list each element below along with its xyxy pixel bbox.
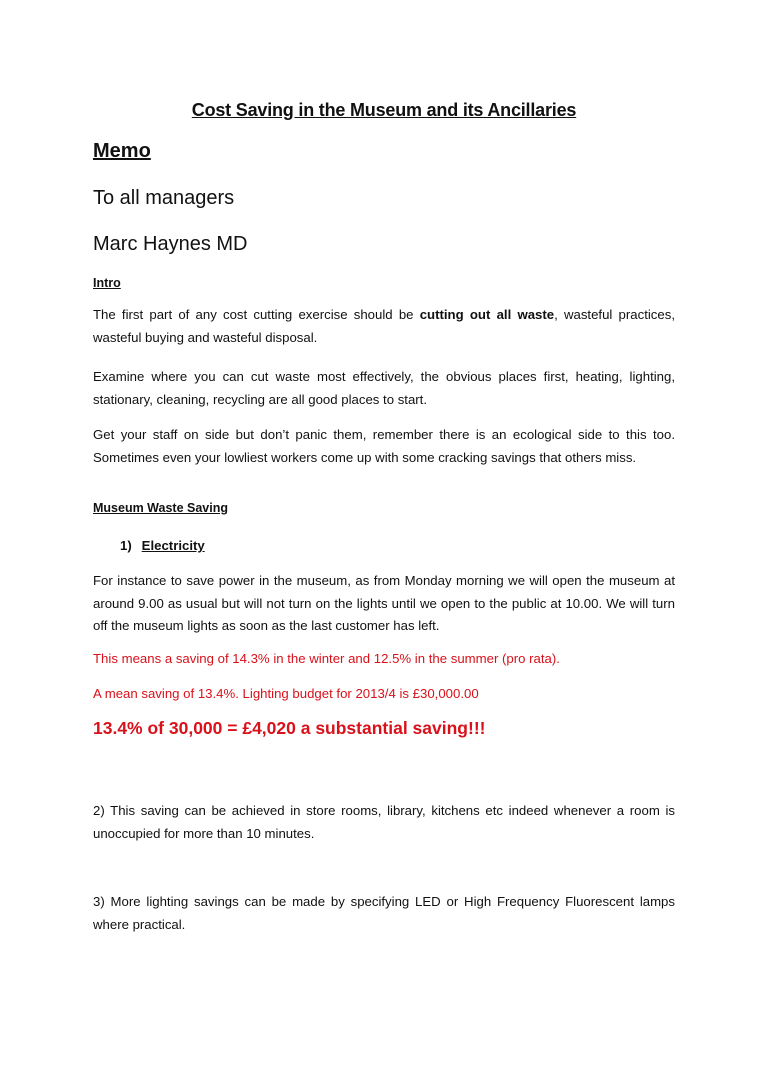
item-3-paragraph: 3) More lighting savings can be made by specifying LED or High Frequency Fluorescent lamps where practical. (93, 894, 675, 932)
mean-saving-budget-line: A mean saving of 13.4%. Lighting budget for 2013/4 is £30,000.00 (93, 686, 479, 701)
intro-paragraph-3: Get your staff on side but don’t panic them, remember there is an ecological side to this too. Sometimes even your lowliest workers come up with some cracking savings that others miss. (93, 427, 675, 465)
intro-p1-text-after: , wasteful practices, wasteful buying and wasteful disposal. (93, 307, 675, 345)
item-2-paragraph: 2) This saving can be achieved in store rooms, library, kitchens etc indeed whenever a room is unoccupied for more than 10 minutes. (93, 803, 675, 841)
intro-p1-text-before: The first part of any cost cutting exercise should be (93, 307, 420, 322)
intro-p1-bold-text: cutting out all waste (419, 307, 555, 322)
seasonal-saving-line: This means a saving of 14.3% in the winter and 12.5% in the summer (pro rata). (93, 651, 560, 666)
museum-waste-heading: Museum Waste Saving (93, 501, 228, 515)
intro-paragraph-2: Examine where you can cut waste most effectively, the obvious places first, heating, lighting, stationary, cleaning, recycling are all good places to start. (93, 369, 675, 407)
memo-recipient: To all managers (93, 187, 235, 209)
intro-paragraph-1 (93, 304, 675, 349)
list-number: 1) (120, 538, 132, 553)
electricity-heading: Electricity (141, 538, 205, 553)
saving-calculation-highlight: 13.4% of 30,000 = £4,020 a substantial saving!!! (93, 718, 486, 738)
memo-heading: Memo (93, 140, 151, 162)
list-item-electricity (120, 538, 205, 553)
electricity-paragraph: For instance to save power in the museum, as from Monday morning we will open the museum at around 9.00 as usual but will not turn on the lights until we open to the public at 10.00. We will turn off the museum lights as soon as the last customer has left. (93, 573, 675, 633)
intro-heading: Intro (93, 276, 121, 290)
document-title: Cost Saving in the Museum and its Ancillaries (191, 100, 577, 120)
memo-author: Marc Haynes MD (93, 233, 248, 255)
